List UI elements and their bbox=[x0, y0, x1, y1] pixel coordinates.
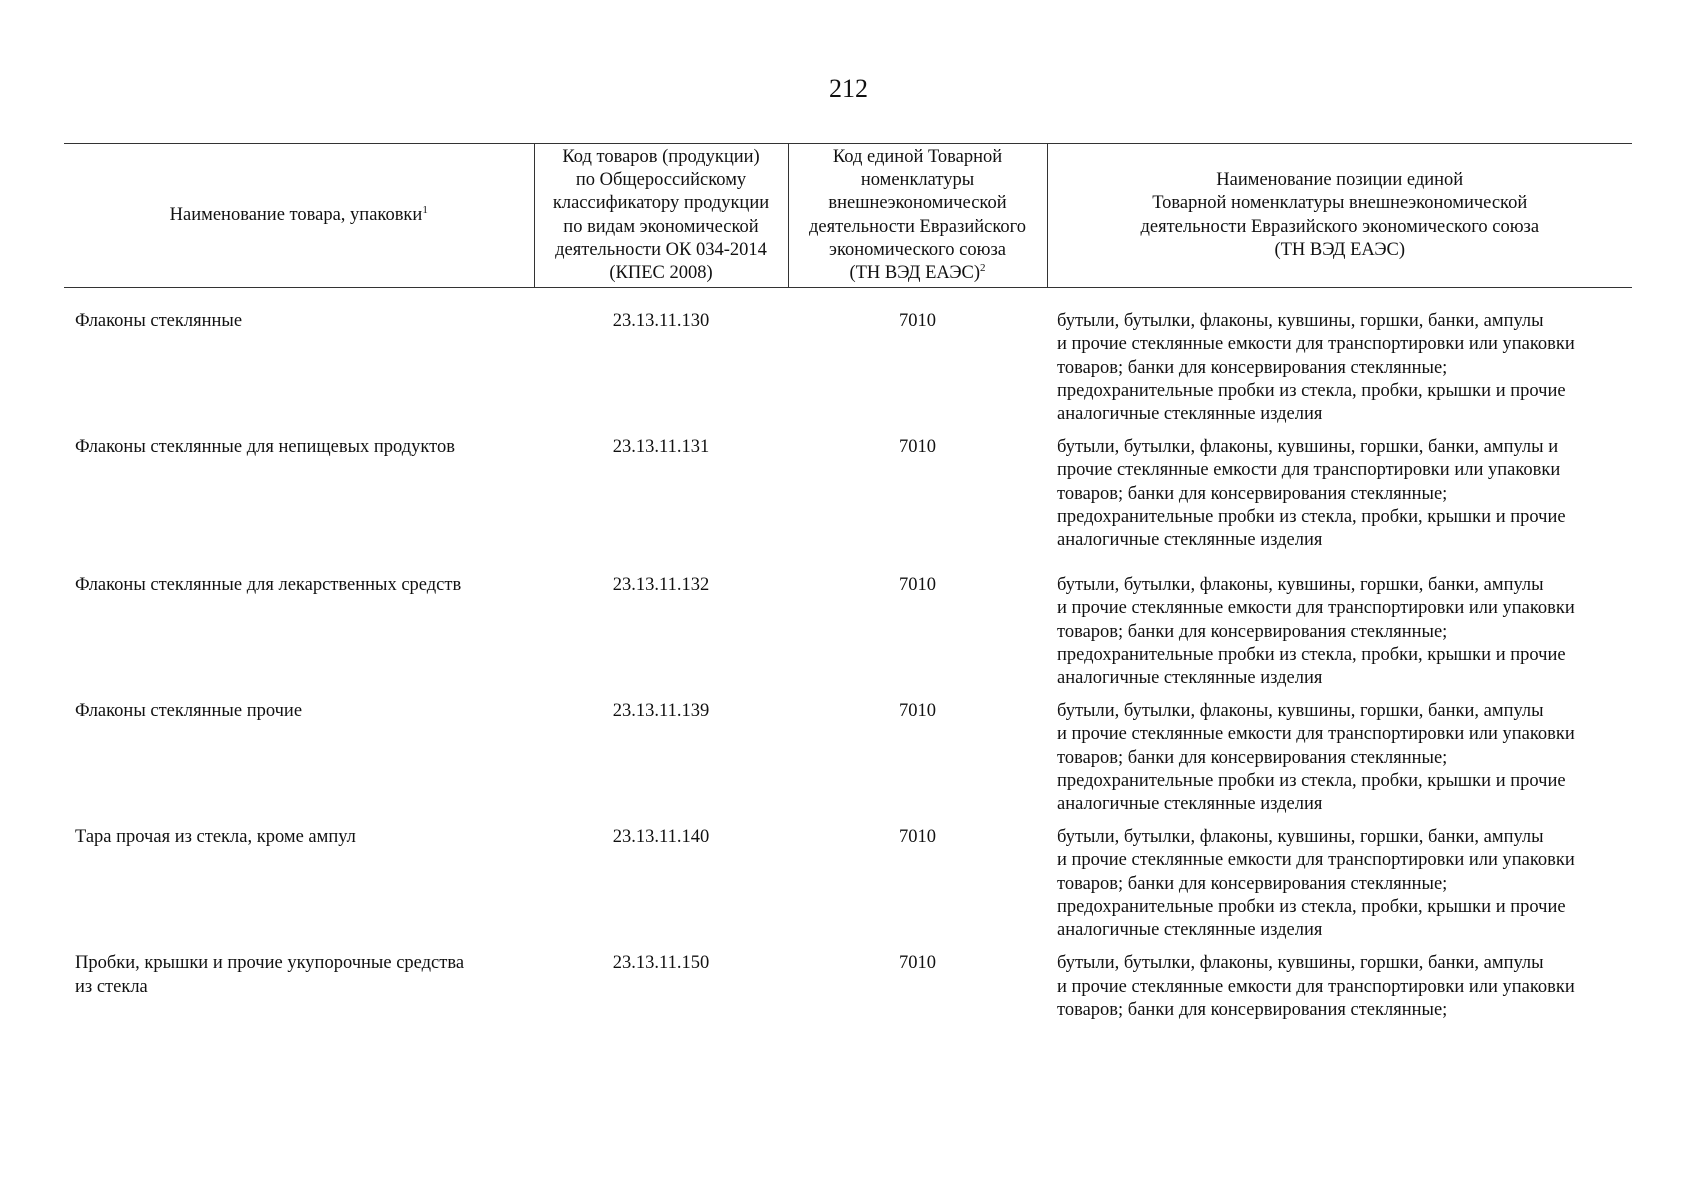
description-line: бутыли, бутылки, флаконы, кувшины, горшки, банки, ампулы bbox=[1057, 827, 1544, 848]
description-line: товаров; банки для консервирования стеклянные; bbox=[1057, 873, 1448, 894]
header-position-line: Товарной номенклатуры внешнеэкономической bbox=[1152, 193, 1528, 214]
description-line: товаров; банки для консервирования стеклянные; bbox=[1057, 999, 1448, 1020]
header-position-line: (ТН ВЭД ЕАЭС) bbox=[1274, 239, 1406, 260]
header-okpd-line: по Общероссийскому bbox=[575, 170, 747, 191]
product-name-line: Флаконы стеклянные bbox=[75, 311, 243, 332]
description-line: бутыли, бутылки, флаконы, кувшины, горшки, банки, ампулы и bbox=[1057, 437, 1559, 458]
cell-tnved-code: 7010 bbox=[899, 437, 936, 458]
description-line: аналогичные стеклянные изделия bbox=[1057, 794, 1323, 815]
header-tnved-line bbox=[793, 262, 1043, 285]
description-line: предохранительные пробки из стекла, пробки, крышки и прочие bbox=[1057, 644, 1566, 665]
header-okpd-line: деятельности ОК 034-2014 bbox=[555, 239, 767, 260]
description-line: предохранительные пробки из стекла, пробки, крышки и прочие bbox=[1057, 506, 1566, 527]
classification-table bbox=[64, 143, 1632, 1022]
description-line: и прочие стеклянные емкости для транспортировки или упаковки bbox=[1057, 598, 1575, 619]
footnote-mark-1: 1 bbox=[422, 203, 428, 216]
product-name-line: Тара прочая из стекла, кроме ампул bbox=[75, 827, 356, 848]
header-okpd-line: классификатору продукции bbox=[552, 193, 770, 214]
cell-product-name bbox=[64, 436, 534, 574]
description-line: товаров; банки для консервирования стеклянные; bbox=[1057, 483, 1448, 504]
description-line: предохранительные пробки из стекла, пробки, крышки и прочие bbox=[1057, 770, 1566, 791]
product-name-line: Флаконы стеклянные прочие bbox=[75, 701, 303, 722]
product-name-line: Флаконы стеклянные для непищевых продуктов bbox=[75, 437, 455, 458]
cell-description bbox=[1047, 700, 1632, 826]
product-name-line: Флаконы стеклянные для лекарственных средств bbox=[75, 575, 462, 596]
cell-description bbox=[1047, 310, 1632, 436]
cell-okpd-code: 23.13.11.150 bbox=[612, 953, 710, 974]
cell-product-name bbox=[64, 574, 534, 700]
cell-okpd-code: 23.13.11.140 bbox=[612, 827, 710, 848]
header-tnved-position bbox=[1047, 144, 1632, 288]
table-row bbox=[64, 436, 1632, 574]
cell-product-name bbox=[64, 826, 534, 952]
header-product-name-text: Наименование товара, упаковки bbox=[169, 205, 423, 225]
cell-product-name bbox=[64, 700, 534, 826]
description-line: аналогичные стеклянные изделия bbox=[1057, 404, 1323, 425]
header-tnved-line: деятельности Евразийского bbox=[808, 216, 1027, 237]
table-row bbox=[64, 574, 1632, 700]
description-line: аналогичные стеклянные изделия bbox=[1057, 920, 1323, 941]
description-line: товаров; банки для консервирования стеклянные; bbox=[1057, 747, 1448, 768]
description-line: товаров; банки для консервирования стеклянные; bbox=[1057, 357, 1448, 378]
description-line: предохранительные пробки из стекла, пробки, крышки и прочие bbox=[1057, 380, 1566, 401]
table-row bbox=[64, 952, 1632, 1022]
description-line: и прочие стеклянные емкости для транспортировки или упаковки bbox=[1057, 850, 1575, 871]
header-tnved-line: внешнеэкономической bbox=[828, 193, 1007, 214]
cell-okpd-code: 23.13.11.130 bbox=[612, 311, 710, 332]
description-line: прочие стеклянные емкости для транспортировки или упаковки bbox=[1057, 460, 1561, 481]
header-tnved-line: экономического союза bbox=[829, 239, 1006, 260]
cell-description bbox=[1047, 436, 1632, 574]
table-header-row bbox=[64, 144, 1632, 288]
table-row bbox=[64, 700, 1632, 826]
header-position-line: Наименование позиции единой bbox=[1216, 170, 1464, 191]
cell-tnved-code: 7010 bbox=[899, 953, 936, 974]
cell-tnved-code: 7010 bbox=[899, 701, 936, 722]
header-tnved-line: Код единой Товарной bbox=[832, 147, 1003, 167]
product-name-line: из стекла bbox=[75, 976, 148, 997]
header-tnved-code bbox=[788, 144, 1047, 288]
footnote-mark-2: 2 bbox=[980, 261, 986, 274]
description-line: предохранительные пробки из стекла, пробки, крышки и прочие bbox=[1057, 896, 1566, 917]
description-line: бутыли, бутылки, флаконы, кувшины, горшки, банки, ампулы bbox=[1057, 575, 1544, 596]
description-line: товаров; банки для консервирования стеклянные; bbox=[1057, 621, 1448, 642]
header-product-name bbox=[64, 144, 534, 288]
cell-product-name bbox=[64, 952, 534, 1022]
header-okpd-line: Код товаров (продукции) bbox=[562, 147, 760, 167]
cell-description bbox=[1047, 574, 1632, 700]
cell-okpd-code: 23.13.11.132 bbox=[612, 575, 710, 596]
header-okpd-code bbox=[534, 144, 788, 288]
header-okpd-line: (КПЕС 2008) bbox=[609, 263, 713, 284]
description-line: и прочие стеклянные емкости для транспортировки или упаковки bbox=[1057, 976, 1575, 997]
cell-tnved-code: 7010 bbox=[899, 827, 936, 848]
spacer-cell bbox=[64, 288, 1632, 311]
description-line: аналогичные стеклянные изделия bbox=[1057, 668, 1323, 689]
page-number: 212 bbox=[829, 74, 868, 103]
header-okpd-line: по видам экономической bbox=[563, 216, 759, 237]
header-tnved-line-text: (ТН ВЭД ЕАЭС) bbox=[849, 263, 981, 284]
cell-okpd-code: 23.13.11.131 bbox=[612, 437, 710, 458]
description-line: бутыли, бутылки, флаконы, кувшины, горшки, банки, ампулы bbox=[1057, 953, 1544, 974]
description-line: бутыли, бутылки, флаконы, кувшины, горшки, банки, ампулы bbox=[1057, 701, 1544, 722]
table-spacer bbox=[64, 288, 1632, 311]
product-name-line: Пробки, крышки и прочие укупорочные средства bbox=[75, 953, 465, 974]
header-position-line: деятельности Евразийского экономического союза bbox=[1140, 216, 1540, 237]
cell-description bbox=[1047, 952, 1632, 1022]
header-tnved-line: номенклатуры bbox=[860, 170, 975, 191]
cell-tnved-code: 7010 bbox=[899, 311, 936, 332]
cell-description bbox=[1047, 826, 1632, 952]
description-line: аналогичные стеклянные изделия bbox=[1057, 530, 1323, 551]
description-line: и прочие стеклянные емкости для транспортировки или упаковки bbox=[1057, 724, 1575, 745]
cell-product-name bbox=[64, 310, 534, 436]
description-line: бутыли, бутылки, флаконы, кувшины, горшки, банки, ампулы bbox=[1057, 311, 1544, 332]
cell-tnved-code: 7010 bbox=[899, 575, 936, 596]
description-line: и прочие стеклянные емкости для транспортировки или упаковки bbox=[1057, 334, 1575, 355]
table-row bbox=[64, 310, 1632, 436]
cell-okpd-code: 23.13.11.139 bbox=[612, 701, 710, 722]
table-row bbox=[64, 826, 1632, 952]
